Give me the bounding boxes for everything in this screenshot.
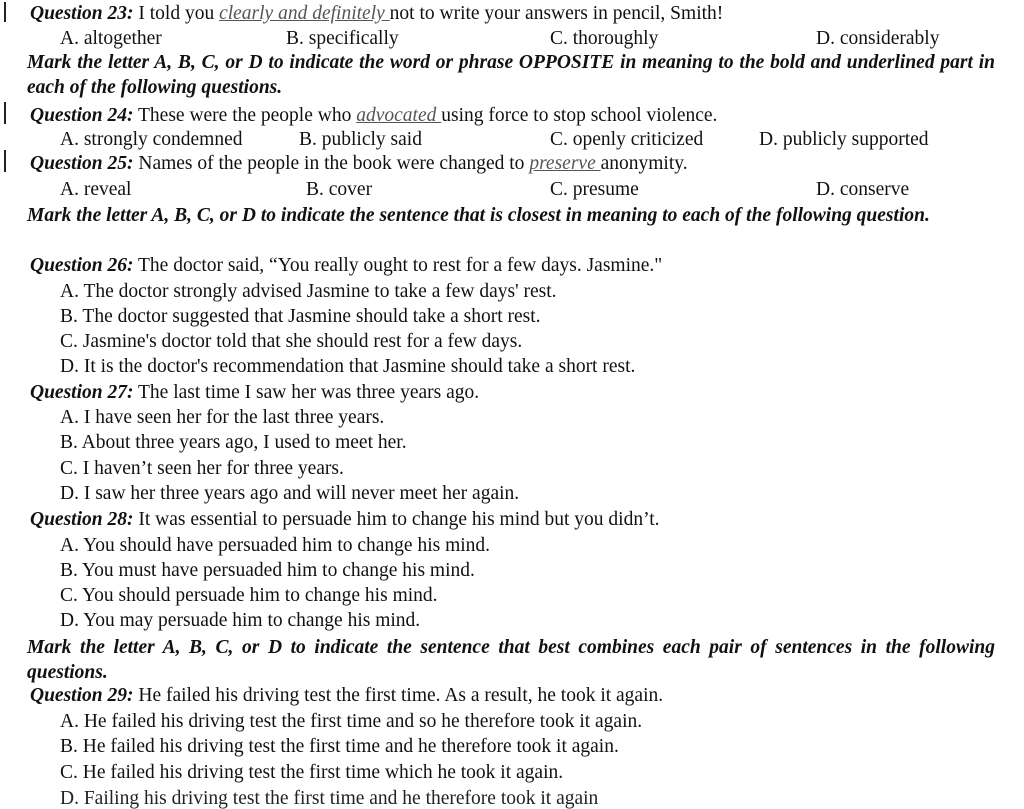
question-27 [30,383,479,403]
option-d[interactable]: D. You may persuade him to change his mind. [60,610,421,631]
underlined-phrase: preserve [529,153,601,174]
question-label: Question 24: [30,105,134,126]
question-label: Question 27: [30,382,134,403]
option-d[interactable]: D. I saw her three years ago and will never meet her again. [60,483,520,504]
question-text: He failed his driving test the first time. As a result, he took it again. [133,685,664,706]
option-c[interactable]: C. You should persuade him to change his mind. [60,585,438,606]
question-text: anonymity. [600,153,688,174]
question-28 [30,510,660,530]
question-label: Question 28: [30,509,134,530]
option-a[interactable]: A. I have seen her for the last three years. [60,407,385,428]
underlined-phrase: clearly and definitely [219,3,390,24]
option-c[interactable]: C. thoroughly [550,28,659,49]
underlined-phrase: advocated [356,105,442,126]
question-text: These were the people who [133,105,357,126]
question-25 [30,154,688,174]
instruction-opposite: Mark the letter A, B, C, or D to indicate the word or phrase OPPOSITE in meaning to the bold and underlined part in each of the following questions. [27,52,995,98]
option-c[interactable]: C. He failed his driving test the first time which he took it again. [60,762,564,783]
instruction-closest: Mark the letter A, B, C, or D to indicate the sentence that is closest in meaning to each of the following question. [27,205,930,226]
option-a[interactable]: A. reveal [60,179,132,200]
question-label: Question 29: [30,685,134,706]
option-c[interactable]: C. I haven’t seen her for three years. [60,458,344,479]
option-a[interactable]: A. The doctor strongly advised Jasmine to take a few days' rest. [60,281,557,302]
option-a[interactable]: A. He failed his driving test the first time and so he therefore took it again. [60,711,643,732]
option-c[interactable]: C. Jasmine's doctor told that she should rest for a few days. [60,331,523,352]
option-b[interactable]: B. publicly said [299,129,422,150]
question-text: I told you [133,3,220,24]
options-row [0,130,1024,152]
option-a[interactable]: A. You should have persuaded him to change his mind. [60,535,491,556]
option-d[interactable]: D. publicly supported [759,129,929,150]
question-29 [30,686,663,706]
question-text: The last time I saw her was three years ago. [133,382,480,403]
option-b[interactable]: B. He failed his driving test the first time and he therefore took it again. [60,736,619,757]
question-text: using force to stop school violence. [441,105,718,126]
option-b[interactable]: B. You must have persuaded him to change his mind. [60,560,475,581]
question-text: It was essential to persuade him to change his mind but you didn’t. [133,509,660,530]
option-a[interactable]: A. altogether [60,28,162,49]
option-c[interactable]: C. openly criticized [550,129,704,150]
option-a[interactable]: A. strongly condemned [60,129,243,150]
option-c[interactable]: C. presume [550,179,639,200]
option-b[interactable]: B. About three years ago, I used to meet her. [60,432,407,453]
question-label: Question 23: [30,3,134,24]
question-text: not to write your answers in pencil, Smith! [389,3,724,24]
option-d[interactable]: D. Failing his driving test the first time and he therefore took it again [60,788,599,809]
question-24 [30,106,717,126]
options-row [0,29,1024,51]
margin-bar [4,102,6,124]
question-label: Question 26: [30,255,134,276]
margin-bar [4,150,6,172]
margin-bar [4,2,6,22]
option-d[interactable]: D. conserve [816,179,910,200]
instruction-combine: Mark the letter A, B, C, or D to indicate the sentence that best combines each pair of sentences in the following questions. [27,637,995,683]
option-b[interactable]: B. specifically [286,28,399,49]
option-b[interactable]: B. cover [306,179,373,200]
question-label: Question 25: [30,153,134,174]
question-text: Names of the people in the book were changed to [133,153,530,174]
question-26 [30,256,662,276]
question-text: The doctor said, “You really ought to rest for a few days. Jasmine." [133,255,663,276]
option-d[interactable]: D. It is the doctor's recommendation that Jasmine should take a short rest. [60,356,636,377]
options-row [0,180,1024,202]
option-d[interactable]: D. considerably [816,28,940,49]
option-b[interactable]: B. The doctor suggested that Jasmine should take a short rest. [60,306,541,327]
question-23 [30,4,723,24]
